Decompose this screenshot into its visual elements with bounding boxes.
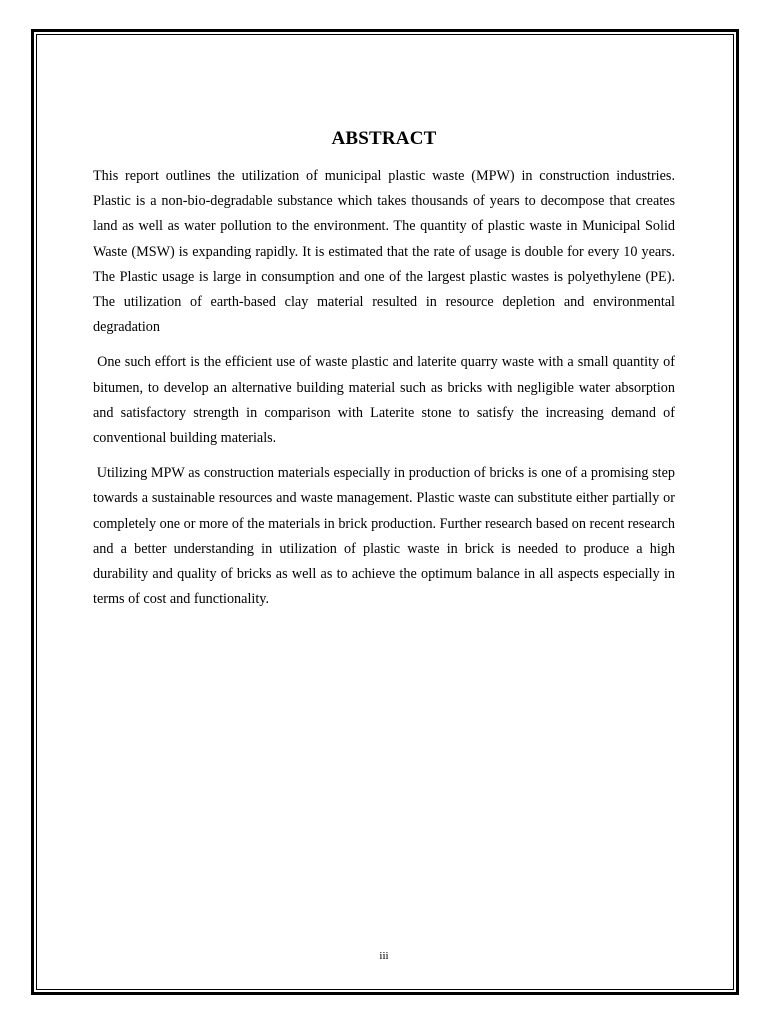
- paragraph-2: One such effort is the efficient use of waste plastic and laterite quarry waste with a small quantity of bitumen, to develop an alternative building material such as bricks with negligible water absorption and satisfactory strength in comparison with Laterite stone to satisfy the increasing demand of conventional building materials.: [93, 354, 679, 447]
- paragraph-1: This report outlines the utilization of municipal plastic waste (MPW) in construction industries. Plastic is a non-bio-degradable substance which takes thousands of years to decompose that creates land as well as water pollution to the environment. The quantity of plastic waste in Municipal Solid Waste (MSW) is expanding rapidly. It is estimated that the rate of usage is double for every 10 years. The Plastic usage is large in consumption and one of the largest plastic wastes is polyethylene (PE). The utilization of earth-based clay material resulted in resource depletion and environmental degradation: [93, 168, 675, 336]
- page-number: iii: [379, 950, 389, 962]
- abstract-section: [93, 128, 679, 622]
- page-title: ABSTRACT: [331, 128, 437, 149]
- paragraph-3: Utilizing MPW as construction materials especially in production of bricks is one of a promising step towards a sustainable resources and waste management. Plastic waste can substitute either partially or completely one or more of the materials in brick production. Further research based on recent research and a better understanding in utilization of plastic waste in brick is needed to produce a high durability and quality of bricks as well as to achieve the optimum balance in all aspects especially in terms of cost and functionality.: [93, 465, 679, 608]
